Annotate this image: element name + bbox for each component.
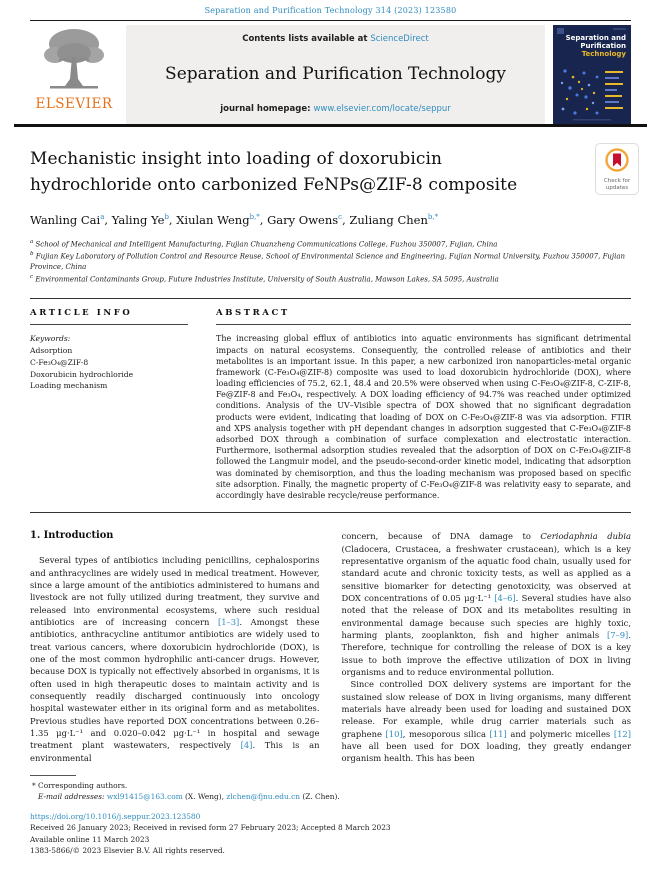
left-column [30,530,320,765]
author-affiliation-sup: b,* [249,213,260,222]
contents-lists-label: Contents lists available at [242,34,371,44]
text-segment: . Amongst these antibiotics, anthracycline antitumor antibiotics are widely used to treat various cancers, where doxorubicin hydrochloride (DOX), is one of the most common hydrophilic anti-cancer drugs. However, because DOX is typically not effectively absorbed in organisms, it is often used in high therapeutic doses to maintain activity and is consequently readily discharged continuously into oncology hospital wastewater either in its original form and as metabolites. Previous studies have reported DOX concentrations between 0.26–1.35 μg·L⁻¹ and 0.020–0.042 μg·L⁻¹ in hospital and sewage treatment plant wastewaters, respectively [30,616,320,751]
text-segment: (Z. Chen). [300,791,340,801]
keyword: C-Fe₃O₄@ZIF-8 [30,357,89,367]
inline-citation-link[interactable]: [4–6] [494,592,516,603]
affiliation [30,250,631,273]
author-separator: , [259,213,268,227]
author [176,213,267,227]
heading-rule [30,324,188,325]
abstract-bottom-divider [30,512,631,513]
keyword: Doxorubicin hydrochloride [30,369,134,379]
intro-paragraph-left [30,554,320,764]
author-name: Zuliang Chen [349,213,428,227]
inline-citation-link[interactable]: [10] [385,728,403,739]
abstract-text: The increasing global efflux of antibiotics into aquatic environments has significant detrimental impacts on natural ecosystems. Consequently, the controlled release of antibiotics and their metabolites is an important issue. In this paper, a new carbonized iron nanoparticles-metal organic framework (C-Fe₃O₄@ZIF-8) composite was used to load doxorubicin hydrochloride (DOX), where loading efficiencies of 75.2, 62.1, 48.4 and 20.5% were observed when using C-Fe₃O₄@ZIF-8, C-ZIF-8, Fe@ZIF-8 and Fe₃O₄, respectively. A DOX loading efficiency of 94.7% was reached under optimized conditions. Analysis of the UV–Visible spectra of DOX showed that no significant degradation products were evident, indicating that loading of DOX on C-Fe₃O₄@ZIF-8 was via adsorption. FTIR and XPS analysis together with pH dependant changes in adsorption suggested that C-Fe₃O₄@ZIF-8 adsorbed DOX through a combination of surface complexation and electrostatic interaction. Furthermore, isothermal adsorption studies revealed that the adsorption of DOX on C-Fe₃O₄@ZIF-8 followed the Langmuir model, and the pseudo-second-order kinetic model, indicating that adsorption was dominated by chemisorption, and thus the loading mechanism was proposed based on specific site adsorption. Finally, the magnetic property of C-Fe₃O₄@ZIF-8 was relativity easy to separate, and accordingly have desirable recycle/reuse performance. [216,334,631,500]
masthead-divider [14,124,647,127]
author [30,213,112,227]
contents-lists-line [242,34,429,44]
crossmark-icon [602,147,632,173]
check-for-updates-badge[interactable] [595,143,639,195]
text-segment: (X. Weng), [182,791,227,801]
author-list [30,213,631,227]
author-name: Wanling Cai [30,213,101,227]
corresponding-authors-note: * Corresponding authors. [32,780,128,790]
text-segment: E-mail addresses: [38,791,107,801]
text-segment: Since controlled DOX delivery systems are important for the sustained slow release of DOX in living organisms, many different materials have already been used for loading and sustained DOX release. For example, while drug carrier materials such as graphene [341,679,631,739]
abstract-heading: ABSTRACT [216,308,290,319]
journal-homepage-link[interactable]: www.elsevier.com/locate/seppur [313,104,451,114]
footer-block [30,811,631,857]
text-segment: and polymeric micelles [506,728,614,739]
sciencedirect-link[interactable]: ScienceDirect [370,34,429,44]
author-affiliation-sup: c [338,213,343,222]
author-name: Gary Owens [267,213,339,227]
elsevier-wordmark: ELSEVIER [35,96,113,112]
author [112,213,177,227]
inline-citation-link[interactable]: [1–3] [217,616,240,627]
affiliation-sup: c [30,274,34,281]
received-dates: Received 26 January 2023; Received in revised form 27 February 2023; Accepted 8 March 2023 [30,823,391,833]
email-addresses-note [30,791,631,802]
introduction-columns [30,530,631,765]
text-segment: (Cladocera, Crustacea, a freshwater crustacean), which is a key representative organism of the aquatic food chain, usually used for standard acute and chronic toxicity tests, as well as applied as a sensitive biomarker for detecting genotoxicity, was observed at DOX concentrations of 0.05 μg·L⁻¹ [341,543,631,603]
affiliation-list [30,238,631,285]
info-abstract-block [30,308,631,501]
affiliation-text: School of Mechanical and Intelligent Manufacturing, Fujian Chuanzheng Communications College, Fuzhou 350007, Fujian, China [35,240,498,249]
intro-paragraph-right-continuation [342,530,632,678]
text-segment: have all been used for DOX loading, they greatly endanger organism health. This has been [341,741,631,764]
text-segment: Ceriodaphnia dubia [540,531,632,542]
elsevier-logo [30,25,118,124]
affiliation [30,238,631,250]
doi-link[interactable]: https://doi.org/10.1016/j.seppur.2023.123580 [30,811,201,821]
author-affiliation-sup: b [164,213,169,222]
journal-cover-thumbnail [553,25,631,124]
author-affiliation-sup: b,* [427,213,439,222]
top-divider [30,20,631,21]
journal-title: Separation and Purification Technology [165,64,506,84]
article-info-column [30,308,188,501]
author-name: Yaling Ye [111,213,165,227]
available-online: Available online 11 March 2023 [30,834,150,844]
elsevier-tree-icon [42,27,106,95]
inline-citation-link[interactable]: wxl91415@163.com [106,791,183,801]
author-separator: , [104,213,112,227]
homepage-label: journal homepage: [220,104,314,114]
author-name: Xiulan Weng [176,213,250,227]
text-segment: . Therefore, technique for controlling the release of DOX is a key issue to both improve the effective utilization of DOX in living organisms and to reduce environmental pollution. [341,629,631,677]
inline-citation-link[interactable]: [11] [489,728,507,739]
journal-reference: Separation and Purification Technology 314 (2023) 123580 [204,6,457,15]
footnote-rule [30,775,76,776]
section-heading-introduction: 1. Introduction [30,530,114,542]
journal-homepage-line [220,104,451,114]
keyword: Adsorption [30,346,73,356]
text-segment: , mesoporous silica [402,728,490,739]
affiliation-text: Fujian Key Laboratory of Pollution Control and Resource Reuse, School of Environmental Science and Engineering, Fujian Normal University, Fuzhou 350007, Fujian Province, China [30,252,626,272]
issn-copyright: 1383-5866/© 2023 Elsevier B.V. All rights reserved. [30,846,225,856]
right-column [342,530,632,765]
author [267,213,349,227]
affiliation-sup: b [30,251,34,258]
abstract-column [216,308,631,501]
author [349,213,438,227]
title-row [30,147,631,198]
masthead [30,25,631,124]
affiliation [30,273,631,285]
inline-citation-link[interactable]: zlchen@fjnu.edu.cn [226,791,301,801]
article-title: Mechanistic insight into loading of doxorubicin hydrochloride onto carbonized FeNPs@ZIF-8 composite [30,149,518,195]
author-separator: , [168,213,177,227]
text-segment: concern, because of DNA damage to [341,531,541,542]
affiliation-sup: a [30,239,34,245]
intro-paragraph-2 [342,678,632,764]
check-for-updates-label: Check for updates [603,178,631,191]
keywords-label: Keywords: [30,334,71,344]
author-affiliation-sup: a [100,213,105,222]
footnote-block [30,775,631,802]
inline-citation-link[interactable]: [7–9] [606,629,629,640]
text-segment: . Several studies have also noted that the release of DOX and its metabolites resulting in environmental damage because such species are highly toxic, harming plants, zooplankton, fish and higher animals [341,592,632,640]
inline-citation-link[interactable]: [4] [240,740,253,751]
cover-title: Separation and Purification Technology [565,34,626,59]
affiliation-text: Environmental Contaminants Group, Future Industries Institute, University of South Australia, Mawson Lakes, SA 5095, Australia [35,275,499,284]
section-divider [30,298,631,299]
heading-rule [216,324,631,325]
text-segment: Several types of antibiotics including penicillins, cephalosporins and anthracyclines are widely used in medical treatment. However, since a large amount of the antibiotics administered to humans and livestock are not fully utilized during treatment, they survive and released into environmental ecosystems, where such residual antibiotics are of increasing concern [30,555,320,627]
author-separator: , [342,213,350,227]
article-info-heading: ARTICLE INFO [30,308,133,319]
inline-citation-link[interactable]: [12] [613,728,632,739]
journal-masthead-panel [126,25,545,124]
text-segment: . This is an environmental [30,740,320,763]
keyword: Loading mechanism [30,381,108,391]
